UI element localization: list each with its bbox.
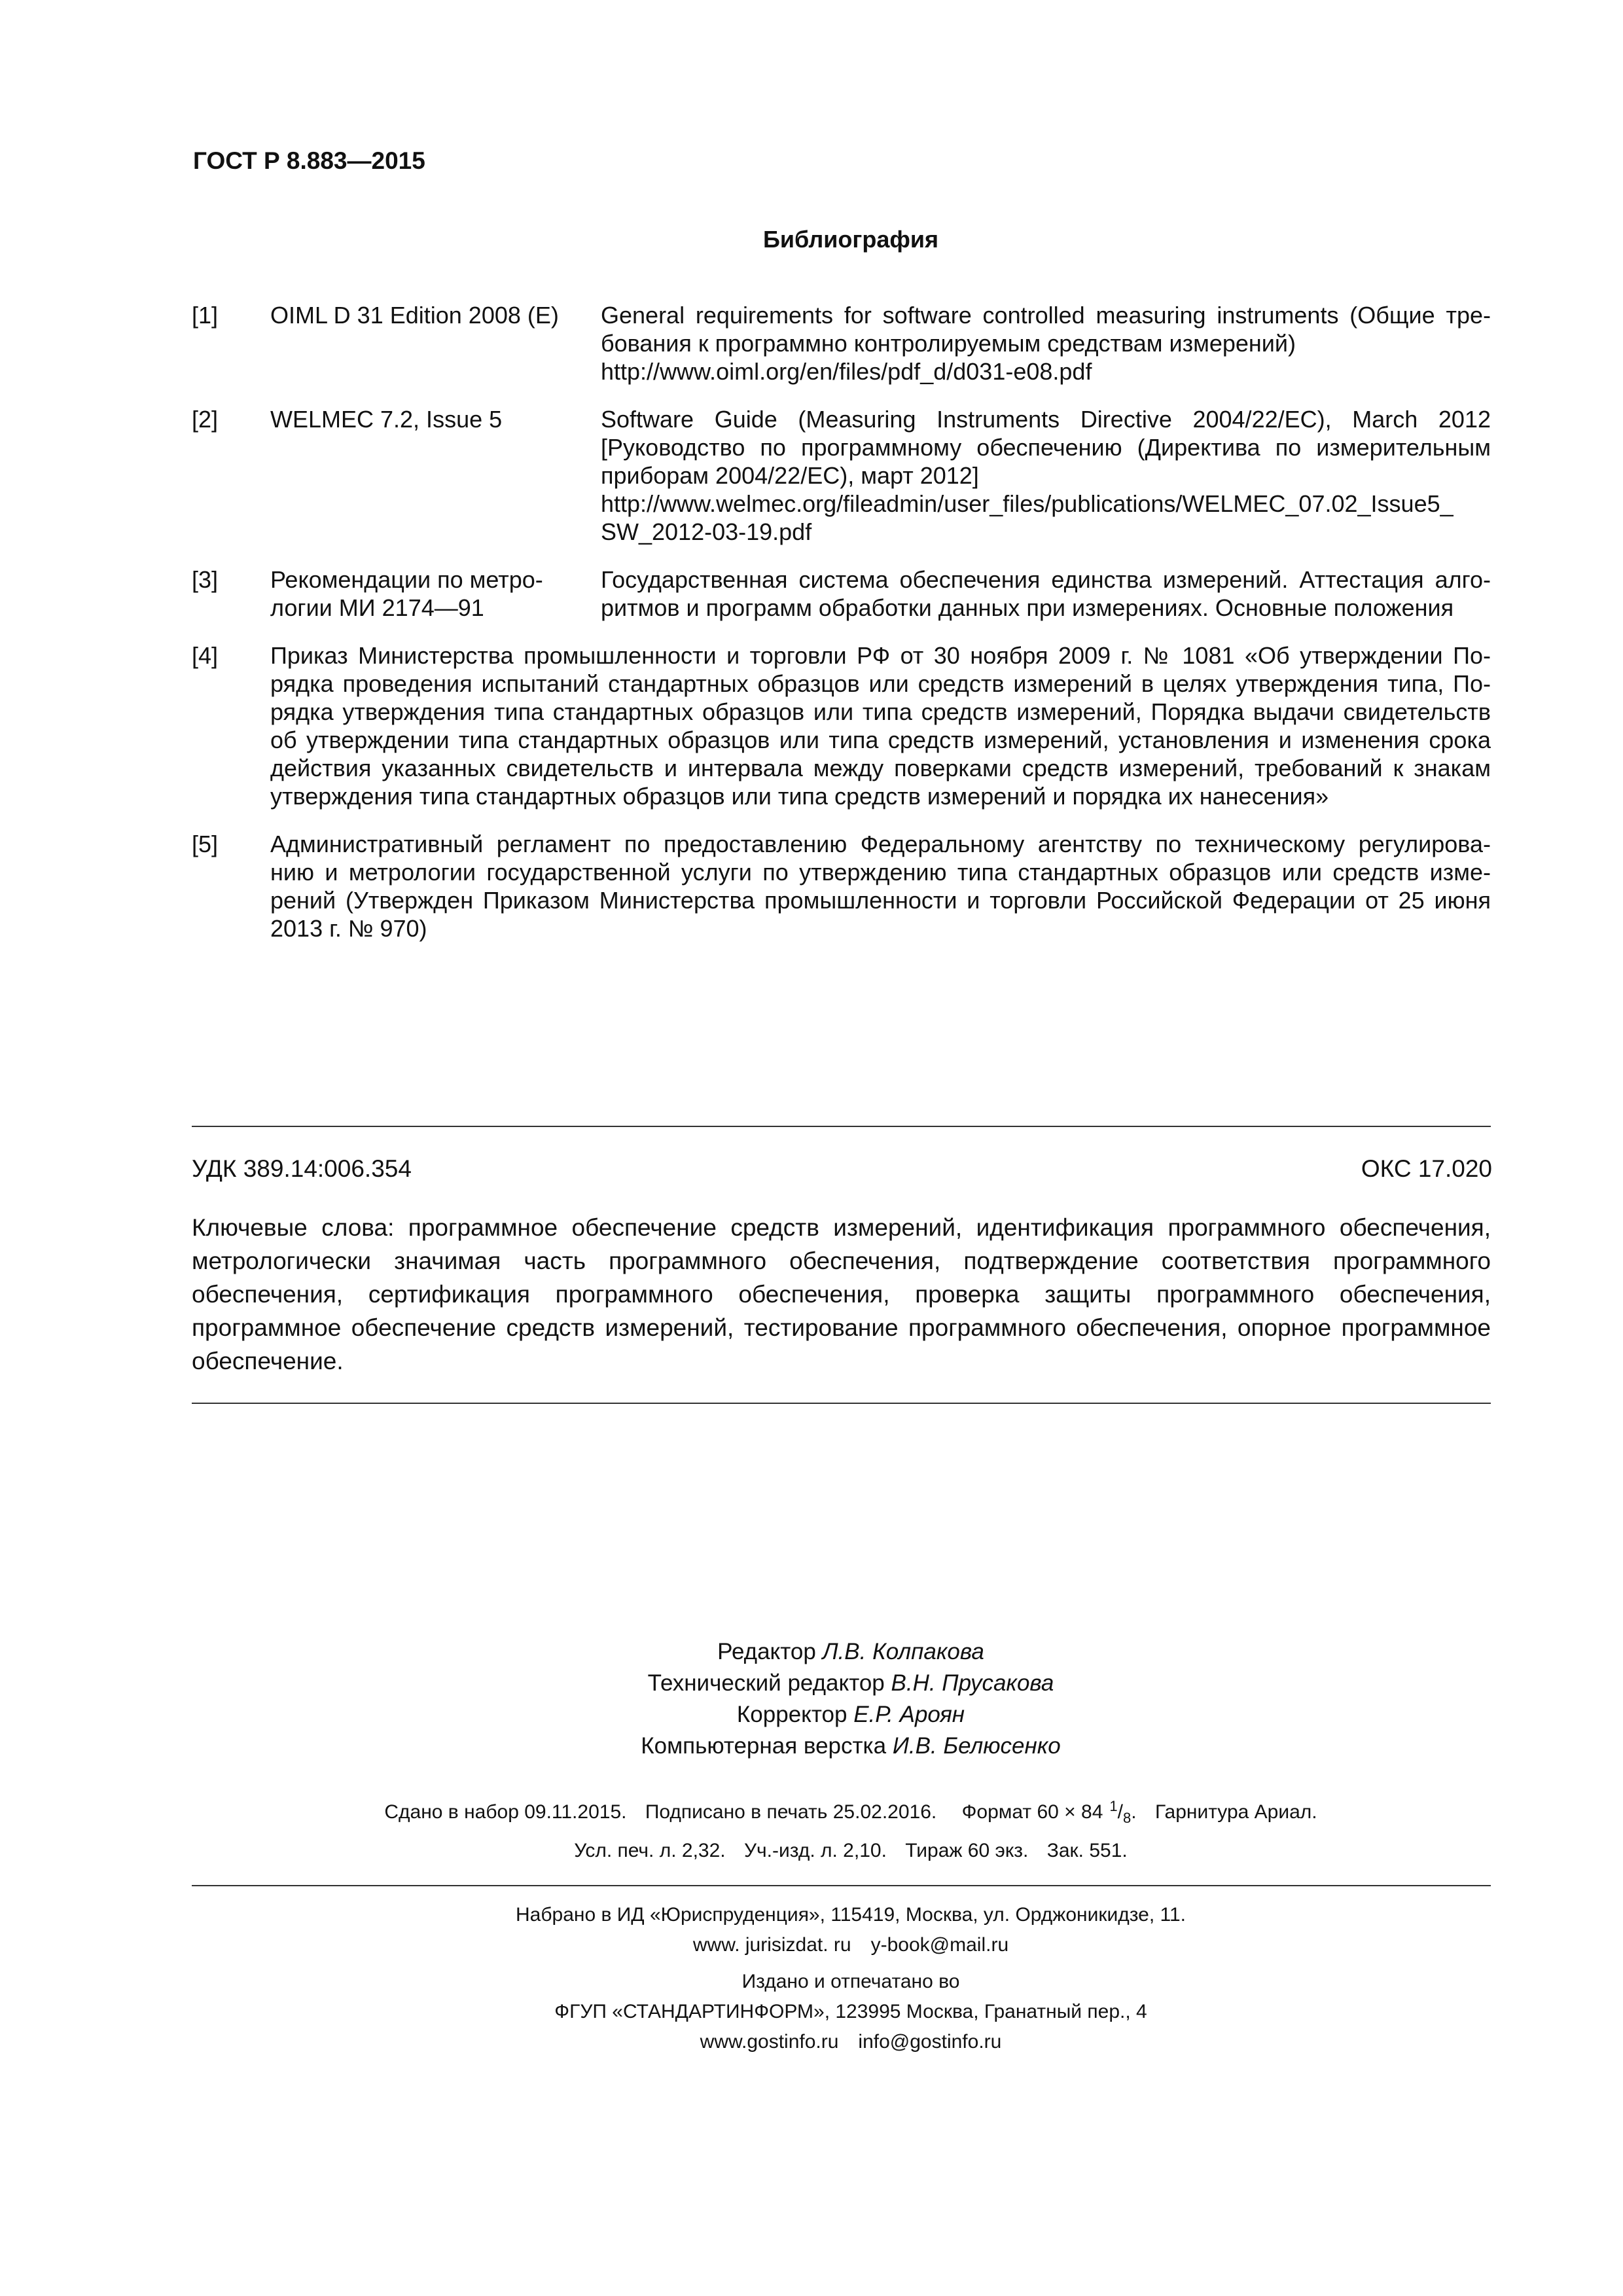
- entry-line: рядка проведения испытаний стандартных образцов или средств измерений в целях утверждения типа, По-: [270, 670, 1491, 697]
- website-link[interactable]: www.gostinfo.ru: [700, 2031, 839, 2053]
- entry-line: Приказ Министерства промышленности и торговли РФ от 30 ноября 2009 г. № 1081 «Об утверждении По-: [270, 642, 1491, 669]
- bibliography-heading: Библиография: [763, 226, 938, 253]
- entry-line: Административный регламент по предоставлению Федеральному агентству по техническому регулирова-: [270, 831, 1491, 857]
- entry-line: рений (Утвержден Приказом Министерства промышленности и торговли Российской Федерации от 25 июня: [270, 887, 1491, 914]
- keywords-paragraph: Ключевые слова: программное обеспечение средств измерений, идентификация программного обеспечения, метрологически значимая часть программного обеспечения, подтверждение соответствия программного обеспечения, сертификация программного обеспечения, проверка защиты программного обеспечения, программное обеспечение средств измерений, тестирование программного обеспечения, опорное программное обеспечение.: [192, 1214, 1491, 1374]
- publ-sheets: Уч.-изд. л. 2,10.: [743, 1840, 887, 1861]
- entry-line: [Руководство по программному обеспечению (Директива по измерительным: [601, 434, 1491, 461]
- order-number: Зак. 551.: [1046, 1840, 1128, 1861]
- email-link[interactable]: info@gostinfo.ru: [858, 2031, 1002, 2053]
- entry-source-line: логии МИ 2174—91: [270, 594, 484, 621]
- entry-source: [270, 565, 597, 622]
- entry-line: нию и метрологии государственной услуги по утверждению типа стандартных образцов или средств изме-: [270, 859, 1491, 886]
- entry-line: ритмов и программ обработки данных при измерениях. Основные положения: [601, 594, 1454, 621]
- bibliography-entry-2: [192, 405, 1491, 546]
- bibliography-entry-4: [192, 641, 1491, 810]
- entry-number: [2]: [192, 406, 219, 433]
- entry-line: Государственная система обеспечения единства измерений. Аттестация алго-: [601, 566, 1491, 593]
- entry-link[interactable]: http://www.welmec.org/fileadmin/user_files/publications/WELMEC_07.02_Issue5_: [601, 490, 1454, 517]
- bibliography-entry-3: [192, 565, 1491, 622]
- font-info: Гарнитура Ариал.: [1154, 1801, 1317, 1823]
- entry-text: [270, 641, 1491, 810]
- divider-top: [192, 1126, 1491, 1127]
- entry-description: [601, 565, 1491, 622]
- bibliography-entry-1: [192, 301, 1491, 386]
- entry-number: [5]: [192, 831, 219, 857]
- publication-row-1: [0, 1790, 1623, 1835]
- entry-line: Software Guide (Measuring Instruments Directive 2004/22/EC), March 2012: [601, 406, 1491, 433]
- credit-corrector: Корректор Е.Р. Ароян: [736, 1702, 965, 1727]
- divider-bottom: [192, 1885, 1491, 1886]
- entry-line: бования к программно контролируемым средствам измерений): [601, 330, 1296, 357]
- typeset-info: Набрано в ИД «Юриспруденция», 115419, Москва, ул. Орджоникидзе, 11.: [515, 1904, 1186, 1926]
- entry-description: [601, 301, 1491, 386]
- submitted-date: Сдано в набор 09.11.2015.: [384, 1801, 627, 1823]
- entry-source-line: Рекомендации по метро-: [270, 566, 543, 593]
- email-link[interactable]: y-book@mail.ru: [870, 1934, 1009, 1956]
- credit-editor: Редактор Л.В. Колпакова: [717, 1639, 984, 1664]
- credits-block: [0, 1636, 1623, 1762]
- document-code: ГОСТ Р 8.883—2015: [193, 147, 425, 174]
- entry-line: General requirements for software controlled measuring instruments (Общие тре-: [601, 302, 1491, 329]
- entry-number: [4]: [192, 642, 219, 669]
- entry-line: 2013 г. № 970): [270, 915, 427, 942]
- publication-info: [0, 1790, 1623, 1867]
- published-line-1: Издано и отпечатано во: [741, 1971, 960, 1992]
- entry-link[interactable]: SW_2012-03-19.pdf: [601, 518, 812, 545]
- entry-text: [270, 830, 1491, 942]
- paper-format: Формат 60 × 84 $^1/_8$.: [961, 1798, 1137, 1826]
- entry-source: OIML D 31 Edition 2008 (E): [270, 302, 559, 329]
- publication-row-2: [0, 1835, 1623, 1867]
- udk-code: УДК 389.14:006.354: [192, 1155, 412, 1182]
- entry-source: WELMEC 7.2, Issue 5: [270, 406, 503, 433]
- oks-code: ОКС 17.020: [1361, 1155, 1492, 1182]
- print-run: Тираж 60 экз.: [905, 1840, 1029, 1861]
- bibliography-entry-5: [192, 830, 1491, 942]
- entry-line: утверждения типа стандартных образцов или типа средств измерений и порядка их нанесения»: [270, 783, 1329, 810]
- entry-number: [1]: [192, 302, 219, 329]
- entry-line: приборам 2004/22/EC), март 2012]: [601, 462, 979, 489]
- publisher-contacts: [0, 2027, 1623, 2057]
- credit-tech-editor: Технический редактор В.Н. Прусакова: [647, 1670, 1054, 1696]
- entry-description: [601, 405, 1491, 546]
- entry-line: об утверждении типа стандартных образцов или типа средств измерений, установления и изменения срока: [270, 726, 1491, 753]
- entry-link[interactable]: http://www.oiml.org/en/files/pdf_d/d031-e08.pdf: [601, 358, 1092, 385]
- typeset-contacts: [0, 1930, 1623, 1960]
- website-link[interactable]: www. jurisizdat. ru: [692, 1934, 851, 1956]
- divider-keywords: [192, 1403, 1491, 1404]
- entry-number: [3]: [192, 566, 219, 593]
- entry-line: рядка утверждения типа стандартных образцов или типа средств измерений, Порядка выдачи свидетельств: [270, 698, 1491, 725]
- credit-layout: Компьютерная верстка И.В. Белюсенко: [641, 1733, 1061, 1759]
- bibliography-list: [192, 301, 1491, 962]
- print-sheets: Усл. печ. л. 2,32.: [574, 1840, 726, 1861]
- signed-date: Подписано в печать 25.02.2016.: [645, 1801, 937, 1823]
- published-line-2: ФГУП «СТАНДАРТИНФОРМ», 123995 Москва, Гранатный пер., 4: [554, 2001, 1147, 2022]
- printing-info: [0, 1900, 1623, 2057]
- entry-line: действия указанных свидетельств и интервала между поверками средств измерений, требований к знакам: [270, 755, 1491, 781]
